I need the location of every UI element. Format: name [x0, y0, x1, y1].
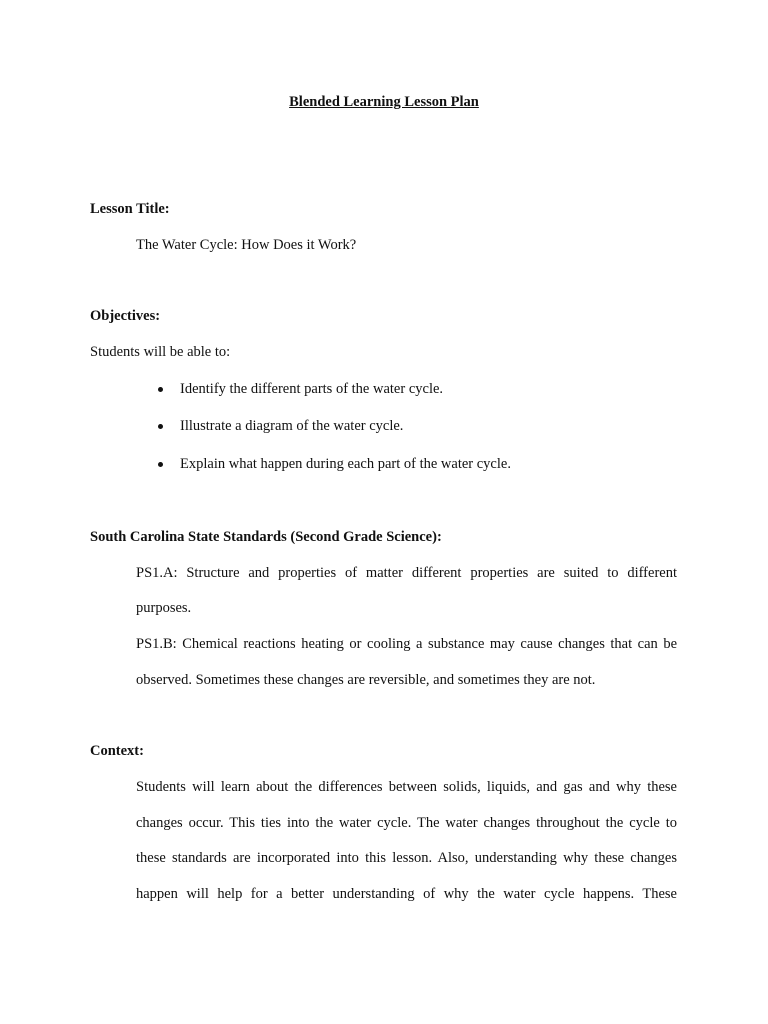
objective-text: Illustrate a diagram of the water cycle.	[180, 418, 404, 434]
lesson-title-heading: Lesson Title:	[90, 201, 170, 217]
context-line: these standards are incorporated into this lesson. Also, understanding why these changes	[136, 850, 677, 866]
lesson-title-value: The Water Cycle: How Does it Work?	[136, 237, 357, 253]
objectives-intro: Students will be able to:	[90, 344, 231, 360]
context-line: happen will help for a better understanding of why the water cycle happens. These	[136, 886, 677, 902]
document-title: Blended Learning Lesson Plan	[289, 94, 479, 110]
context-line: Students will learn about the differences between solids, liquids, and gas and why these	[136, 779, 677, 795]
standards-heading: South Carolina State Standards (Second Grade Science):	[90, 529, 442, 545]
context-line: changes occur. This ties into the water cycle. The water changes throughout the cycle to	[136, 815, 677, 831]
standard-ps1a-line: purposes.	[136, 600, 192, 616]
standard-ps1b-line: observed. Sometimes these changes are reversible, and sometimes they are not.	[136, 672, 596, 688]
objective-text: Identify the different parts of the water cycle.	[180, 381, 444, 397]
bullet-icon	[158, 462, 163, 467]
standard-ps1a-line: PS1.A: Structure and properties of matter different properties are suited to different	[136, 565, 677, 581]
objectives-heading: Objectives:	[90, 308, 161, 324]
objective-text: Explain what happen during each part of the water cycle.	[180, 456, 511, 472]
bullet-icon	[158, 387, 163, 392]
standard-ps1b-line: PS1.B: Chemical reactions heating or cooling a substance may cause changes that can be	[136, 636, 677, 652]
context-heading: Context:	[90, 743, 144, 759]
bullet-icon	[158, 424, 163, 429]
